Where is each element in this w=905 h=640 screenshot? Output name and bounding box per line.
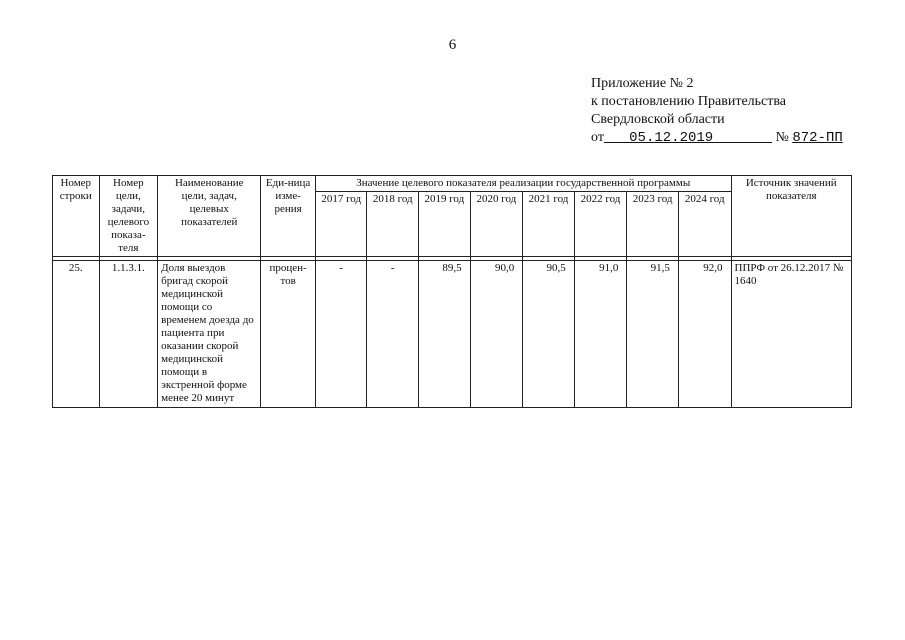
header-year: 2024 год	[678, 192, 731, 257]
header-goal-number: Номер цели, задачи, целевого показа-теля	[99, 176, 158, 257]
target-indicators-table	[52, 175, 852, 408]
cell-value-2019: 89,5	[419, 261, 471, 408]
header-values-group: Значение целевого показателя реализации государственной программы	[315, 176, 731, 192]
cell-value-2020: 90,0	[470, 261, 523, 408]
cell-value-2022: 91,0	[574, 261, 627, 408]
header-unit: Еди-ница изме-рения	[261, 176, 316, 257]
header-source: Источник значений показателя	[731, 176, 851, 257]
header-row-number: Номер строки	[53, 176, 100, 257]
cell-value-2024: 92,0	[678, 261, 731, 408]
table-row	[53, 261, 852, 408]
header-year: 2021 год	[523, 192, 575, 257]
resolution-number: 872-ПП	[792, 130, 843, 146]
header-year: 2017 год	[315, 192, 367, 257]
header-year: 2018 год	[367, 192, 419, 257]
page-number: 6	[448, 37, 457, 53]
cell-name: Доля выездов бригад скорой медицинской помощи со временем доезда до пациента при оказании скорой медицинской помощи в экстренной форме менее 20 минут	[158, 261, 261, 408]
header-year: 2019 год	[419, 192, 471, 257]
header-row	[53, 176, 852, 192]
number-prefix: №	[775, 130, 789, 145]
cell-value-2017: -	[315, 261, 367, 408]
appendix-resolution: к постановлению Правительства	[591, 94, 787, 109]
header-name: Наименование цели, задач, целевых показателей	[158, 176, 261, 257]
appendix-header	[591, 75, 843, 147]
cell-value-2021: 90,5	[523, 261, 575, 408]
cell-value-2018: -	[367, 261, 419, 408]
cell-value-2023: 91,5	[627, 261, 679, 408]
cell-goal-number: 1.1.3.1.	[99, 261, 158, 408]
cell-source: ППРФ от 26.12.2017 № 1640	[731, 261, 851, 408]
cell-unit: процен-тов	[261, 261, 316, 408]
header-year: 2020 год	[470, 192, 523, 257]
appendix-title: Приложение № 2	[591, 76, 694, 91]
appendix-date-line	[591, 129, 843, 147]
date-prefix: от	[591, 130, 604, 145]
header-year: 2022 год	[574, 192, 627, 257]
appendix-region: Свердловской области	[591, 112, 725, 127]
cell-row-number: 25.	[53, 261, 100, 408]
header-year: 2023 год	[627, 192, 679, 257]
date-value: 05.12.2019	[629, 130, 714, 146]
